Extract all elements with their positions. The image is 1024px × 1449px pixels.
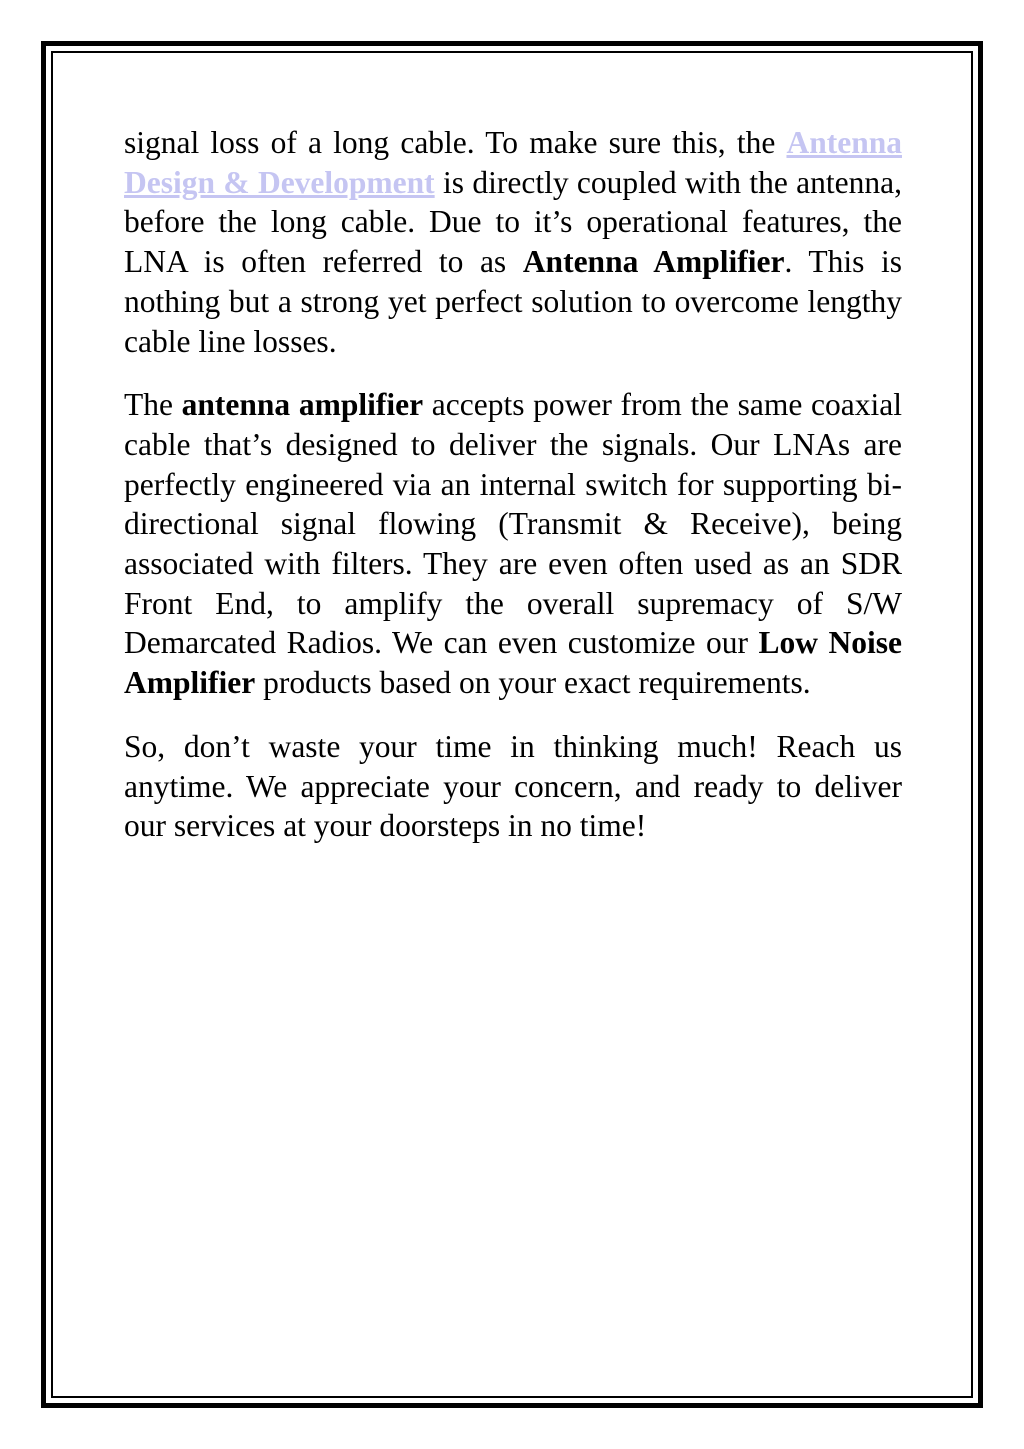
paragraph-1 [124,123,902,361]
paragraph-2-text-1: The [124,387,182,423]
paragraph-1-text-1: signal loss of a long cable. To make sure this, the [124,125,787,160]
antenna-amplifier-bold: Antenna Amplifier [522,244,785,280]
paragraph-2-text-2: accepts power from the same coaxial cable that’s designed to deliver the signals. Our LNAs are perfectly engineered via an internal switch for supporting bi-directional signal flowing (Transmit & Receive), being associated with filters. They are even often used as an SDR Front End, to amplify the overall supremacy of S/W Demarcated Radios. We can even customize our [124,387,902,661]
paragraph-2 [124,385,902,703]
paragraph-1-text-3: . This is nothing but a strong yet perfect solution to overcome lengthy cable line losses. [124,244,902,359]
paragraph-2-text-3: products based on your exact requirements. [255,665,811,701]
paragraph-1-text-2: is directly coupled with the antenna, before the long cable. Due to it’s operational features, the LNA is often referred to as [124,164,902,280]
antenna-amplifier-lower-bold: antenna amplifier [181,387,424,423]
antenna-design-development-link[interactable]: Antenna Design & Development [124,125,902,200]
low-noise-amplifier-bold: Low Noise Amplifier [124,625,902,701]
document-body [124,123,902,870]
paragraph-3-text-1: So, don’t waste your time in thinking much! Reach us anytime. We appreciate your concern, and ready to deliver our services at your doorsteps in no time! [124,728,902,844]
paragraph-3 [124,727,902,846]
